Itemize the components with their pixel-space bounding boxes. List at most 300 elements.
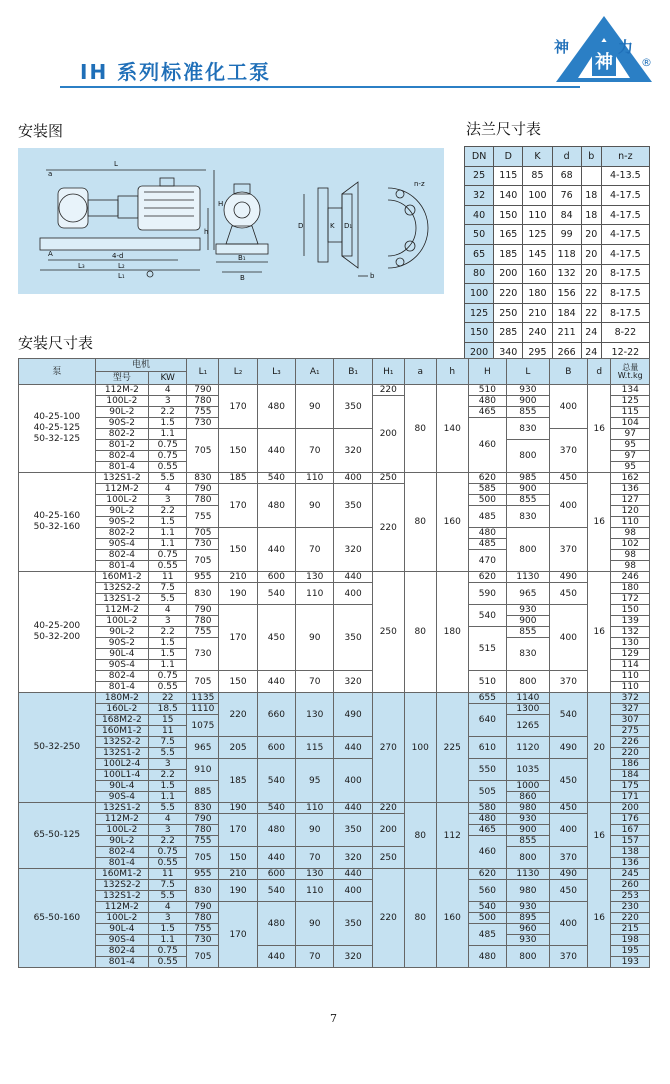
cell-a1: 95 bbox=[296, 759, 334, 803]
cell-l1: 755 bbox=[187, 924, 219, 935]
cell-d: 16 bbox=[588, 869, 611, 968]
weight-cell: 215 bbox=[611, 924, 650, 935]
flange-cell: 180 bbox=[523, 284, 552, 304]
flange-dn-cell: 40 bbox=[465, 205, 494, 225]
cell-l1: 730 bbox=[187, 539, 219, 550]
header-l1: L₁ bbox=[187, 359, 219, 385]
flange-cell: 125 bbox=[523, 225, 552, 245]
motor-model-cell: 160M1-2 bbox=[95, 869, 148, 880]
motor-model-cell: 90S-2 bbox=[95, 418, 148, 429]
motor-model-cell: 132S1-2 bbox=[95, 803, 148, 814]
motor-kw-cell: 1.1 bbox=[149, 429, 187, 440]
motor-model-cell: 802-2 bbox=[95, 429, 148, 440]
flange-dn-cell: 125 bbox=[465, 303, 494, 323]
motor-model-cell: 801-4 bbox=[95, 858, 148, 869]
weight-cell: 220 bbox=[611, 748, 650, 759]
weight-cell: 260 bbox=[611, 880, 650, 891]
motor-kw-cell: 0.75 bbox=[149, 440, 187, 451]
flange-table-heading: 法兰尺寸表 bbox=[466, 120, 542, 138]
weight-cell: 120 bbox=[611, 506, 650, 517]
cell-a1: 90 bbox=[296, 484, 334, 528]
weight-cell: 186 bbox=[611, 759, 650, 770]
cell-l1: 780 bbox=[187, 616, 219, 627]
flange-row bbox=[465, 264, 650, 284]
motor-kw-cell: 4 bbox=[149, 605, 187, 616]
flange-dn-cell: 80 bbox=[465, 264, 494, 284]
motor-kw-cell: 15 bbox=[149, 715, 187, 726]
cell-l3: 600 bbox=[257, 869, 295, 880]
motor-kw-cell: 7.5 bbox=[149, 880, 187, 891]
table-row bbox=[19, 484, 650, 495]
flange-header-cell: DN bbox=[465, 147, 494, 167]
cell-l3: 440 bbox=[257, 946, 295, 968]
cell-b: 450 bbox=[549, 759, 587, 803]
pump-model-cell: 50-32-250 bbox=[19, 693, 96, 803]
motor-kw-cell: 1.5 bbox=[149, 924, 187, 935]
motor-kw-cell: 7.5 bbox=[149, 737, 187, 748]
motor-kw-cell: 0.75 bbox=[149, 550, 187, 561]
flange-dn-cell: 50 bbox=[465, 225, 494, 245]
weight-cell: 253 bbox=[611, 891, 650, 902]
cell-l2: 170 bbox=[219, 814, 257, 847]
motor-kw-cell: 3 bbox=[149, 825, 187, 836]
cell-h1: 200 bbox=[372, 396, 404, 473]
table-row bbox=[19, 759, 650, 770]
motor-model-cell: 112M-2 bbox=[95, 814, 148, 825]
cell-a1: 70 bbox=[296, 946, 334, 968]
cell-l: 800 bbox=[507, 946, 550, 968]
cell-h: 505 bbox=[468, 781, 506, 803]
weight-cell: 246 bbox=[611, 572, 650, 583]
cell-l1: 780 bbox=[187, 913, 219, 924]
cell-b: 370 bbox=[549, 946, 587, 968]
weight-cell: 307 bbox=[611, 715, 650, 726]
cell-b1: 350 bbox=[334, 605, 372, 671]
cell-l: 800 bbox=[507, 440, 550, 473]
cell-l3: 540 bbox=[257, 473, 295, 484]
cell-b1: 350 bbox=[334, 902, 372, 946]
cell-b1: 320 bbox=[334, 847, 372, 869]
motor-model-cell: 132S1-2 bbox=[95, 748, 148, 759]
motor-kw-cell: 3 bbox=[149, 913, 187, 924]
motor-model-cell: 802-2 bbox=[95, 528, 148, 539]
flange-dn-cell: 65 bbox=[465, 244, 494, 264]
weight-cell: 198 bbox=[611, 935, 650, 946]
cell-b: 450 bbox=[549, 803, 587, 814]
header-weight bbox=[611, 359, 650, 385]
cell-b1: 350 bbox=[334, 814, 372, 847]
motor-kw-cell: 0.75 bbox=[149, 847, 187, 858]
flange-cell: 295 bbox=[523, 342, 552, 362]
motor-kw-cell: 2.2 bbox=[149, 407, 187, 418]
weight-cell: 150 bbox=[611, 605, 650, 616]
cell-h: 620 bbox=[468, 869, 506, 880]
motor-kw-cell: 22 bbox=[149, 693, 187, 704]
table-row bbox=[19, 737, 650, 748]
cell-l3: 480 bbox=[257, 385, 295, 429]
flange-row bbox=[465, 205, 650, 225]
page-number: 7 bbox=[330, 1012, 337, 1025]
weight-cell: 130 bbox=[611, 638, 650, 649]
motor-kw-cell: 0.55 bbox=[149, 561, 187, 572]
cell-a: 80 bbox=[404, 803, 436, 869]
header-pump: 泵 bbox=[19, 359, 96, 385]
cell-l: 930 bbox=[507, 605, 550, 616]
cell-d: 16 bbox=[588, 473, 611, 572]
cell-l1: 755 bbox=[187, 407, 219, 418]
weight-cell: 193 bbox=[611, 957, 650, 968]
weight-cell: 97 bbox=[611, 429, 650, 440]
dim-label-B: B bbox=[240, 274, 245, 282]
brand-text-right: 力 bbox=[618, 38, 634, 56]
dim-label-L1: L₁ bbox=[118, 272, 125, 280]
cell-l1: 755 bbox=[187, 506, 219, 528]
flange-cell: 85 bbox=[523, 166, 552, 186]
flange-header-cell: n-z bbox=[601, 147, 649, 167]
header-kw: KW bbox=[149, 372, 187, 385]
cell-l2: 205 bbox=[219, 737, 257, 759]
weight-cell: 129 bbox=[611, 649, 650, 660]
cell-l2: 170 bbox=[219, 605, 257, 671]
cell-l: 1120 bbox=[507, 737, 550, 759]
cell-d: 16 bbox=[588, 803, 611, 869]
flange-cell: 240 bbox=[523, 323, 552, 343]
cell-h: 485 bbox=[468, 924, 506, 946]
cell-l: 855 bbox=[507, 627, 550, 638]
cell-a1: 90 bbox=[296, 385, 334, 429]
cell-a1: 70 bbox=[296, 847, 334, 869]
cell-h: 500 bbox=[468, 495, 506, 506]
motor-model-cell: 112M-2 bbox=[95, 605, 148, 616]
weight-cell: 115 bbox=[611, 407, 650, 418]
motor-kw-cell: 1.5 bbox=[149, 649, 187, 660]
motor-kw-cell: 0.55 bbox=[149, 682, 187, 693]
weight-cell: 167 bbox=[611, 825, 650, 836]
motor-model-cell: 90S-4 bbox=[95, 792, 148, 803]
motor-kw-cell: 1.1 bbox=[149, 792, 187, 803]
motor-kw-cell: 1.5 bbox=[149, 781, 187, 792]
motor-kw-cell: 1.5 bbox=[149, 517, 187, 528]
cell-a1: 130 bbox=[296, 693, 334, 737]
pump-model-cell: 40-25-200 50-32-200 bbox=[19, 572, 96, 693]
weight-cell: 139 bbox=[611, 616, 650, 627]
motor-kw-cell: 2.2 bbox=[149, 506, 187, 517]
pump-side-view bbox=[40, 170, 214, 277]
flange-row bbox=[465, 186, 650, 206]
cell-l3: 600 bbox=[257, 572, 295, 583]
flange-cell: 4-17.5 bbox=[601, 225, 649, 245]
motor-model-cell: 90L-2 bbox=[95, 506, 148, 517]
cell-l: 1130 bbox=[507, 869, 550, 880]
flange-cell bbox=[581, 166, 601, 186]
header-h: h bbox=[436, 359, 468, 385]
cell-h: 580 bbox=[468, 803, 506, 814]
table-row bbox=[19, 803, 650, 814]
table-row bbox=[19, 429, 650, 440]
cell-h: 485 bbox=[468, 539, 506, 550]
cell-b1: 400 bbox=[334, 759, 372, 803]
cell-l1: 755 bbox=[187, 627, 219, 638]
cell-b: 450 bbox=[549, 583, 587, 605]
motor-model-cell: 160M1-2 bbox=[95, 726, 148, 737]
cell-b: 450 bbox=[549, 880, 587, 902]
table-row bbox=[19, 869, 650, 880]
table-row bbox=[19, 946, 650, 957]
dim-label-A1: A bbox=[48, 250, 53, 258]
motor-model-cell: 132S1-2 bbox=[95, 594, 148, 605]
page-title: IH 系列标准化工泵 bbox=[80, 60, 272, 84]
flange-views bbox=[304, 182, 428, 276]
flange-cell: 76 bbox=[552, 186, 581, 206]
motor-model-cell: 132S1-2 bbox=[95, 891, 148, 902]
weight-cell: 180 bbox=[611, 583, 650, 594]
weight-cell: 102 bbox=[611, 539, 650, 550]
cell-l1: 780 bbox=[187, 495, 219, 506]
cell-l: 800 bbox=[507, 528, 550, 572]
dim-label-h: h bbox=[204, 228, 209, 236]
cell-l: 900 bbox=[507, 484, 550, 495]
cell-h: 550 bbox=[468, 759, 506, 781]
motor-kw-cell: 0.55 bbox=[149, 462, 187, 473]
cell-l: 930 bbox=[507, 385, 550, 396]
motor-kw-cell: 4 bbox=[149, 385, 187, 396]
cell-l1: 790 bbox=[187, 605, 219, 616]
cell-h: 460 bbox=[468, 836, 506, 869]
install-size-table-heading: 安装尺寸表 bbox=[18, 334, 94, 352]
motor-kw-cell: 3 bbox=[149, 495, 187, 506]
dim-label-D: D bbox=[298, 222, 304, 230]
cell-l3: 480 bbox=[257, 484, 295, 528]
cell-h: 460 bbox=[468, 418, 506, 473]
cell-l1: 780 bbox=[187, 825, 219, 836]
motor-model-cell: 100L-2 bbox=[95, 825, 148, 836]
weight-cell: 110 bbox=[611, 517, 650, 528]
motor-kw-cell: 0.75 bbox=[149, 451, 187, 462]
flange-row bbox=[465, 323, 650, 343]
flange-cell: 110 bbox=[523, 205, 552, 225]
motor-model-cell: 160M1-2 bbox=[95, 572, 148, 583]
cell-l2: 170 bbox=[219, 385, 257, 429]
cell-b: 490 bbox=[549, 572, 587, 583]
motor-model-cell: 90S-2 bbox=[95, 638, 148, 649]
cell-h: 465 bbox=[468, 825, 506, 836]
motor-model-cell: 802-4 bbox=[95, 671, 148, 682]
dim-label-L2: L₂ bbox=[118, 262, 125, 270]
header-motor: 电机 bbox=[95, 359, 187, 372]
cell-h1: 220 bbox=[372, 484, 404, 572]
cell-l2: 210 bbox=[219, 869, 257, 880]
weight-cell: 132 bbox=[611, 627, 650, 638]
pump-model-cell: 40-25-100 40-25-125 50-32-125 bbox=[19, 385, 96, 473]
weight-cell: 230 bbox=[611, 902, 650, 913]
cell-l1: 730 bbox=[187, 418, 219, 429]
weight-cell: 95 bbox=[611, 462, 650, 473]
motor-model-cell: 132S1-2 bbox=[95, 473, 148, 484]
cell-l: 930 bbox=[507, 814, 550, 825]
cell-l2: 190 bbox=[219, 880, 257, 902]
weight-cell: 372 bbox=[611, 693, 650, 704]
motor-model-cell: 100L1-4 bbox=[95, 770, 148, 781]
cell-b: 450 bbox=[549, 473, 587, 484]
cell-l3: 440 bbox=[257, 847, 295, 869]
cell-l3: 660 bbox=[257, 693, 295, 737]
cell-l1: 790 bbox=[187, 902, 219, 913]
motor-kw-cell: 0.55 bbox=[149, 957, 187, 968]
cell-l3: 450 bbox=[257, 605, 295, 671]
cell-l3: 540 bbox=[257, 880, 295, 902]
flange-cell: 24 bbox=[581, 342, 601, 362]
pump-model-cell: 40-25-160 50-32-160 bbox=[19, 473, 96, 572]
cell-a1: 70 bbox=[296, 528, 334, 572]
cell-l1: 1110 bbox=[187, 704, 219, 715]
weight-cell: 104 bbox=[611, 418, 650, 429]
cell-b: 370 bbox=[549, 429, 587, 473]
flange-dn-cell: 100 bbox=[465, 284, 494, 304]
cell-h: 485 bbox=[468, 506, 506, 528]
weight-cell: 136 bbox=[611, 484, 650, 495]
motor-model-cell: 90S-4 bbox=[95, 660, 148, 671]
dim-label-L: L bbox=[114, 160, 118, 168]
cell-h1: 250 bbox=[372, 572, 404, 693]
cell-l: 1000 bbox=[507, 781, 550, 792]
motor-kw-cell: 3 bbox=[149, 396, 187, 407]
cell-b1: 350 bbox=[334, 385, 372, 429]
flange-cell: 220 bbox=[494, 284, 523, 304]
table-header-row bbox=[19, 359, 650, 372]
weight-cell: 134 bbox=[611, 385, 650, 396]
cell-l2: 190 bbox=[219, 583, 257, 605]
motor-kw-cell: 1.1 bbox=[149, 528, 187, 539]
cell-h: 590 bbox=[468, 583, 506, 605]
cell-b: 370 bbox=[549, 671, 587, 693]
weight-cell: 98 bbox=[611, 550, 650, 561]
weight-cell: 136 bbox=[611, 858, 650, 869]
cell-h: 620 bbox=[468, 572, 506, 583]
cell-l2: 150 bbox=[219, 671, 257, 693]
weight-cell: 195 bbox=[611, 946, 650, 957]
flange-cell: 8-17.5 bbox=[601, 264, 649, 284]
cell-h: 160 bbox=[436, 869, 468, 968]
flange-cell: 24 bbox=[581, 323, 601, 343]
cell-l: 830 bbox=[507, 506, 550, 528]
weight-cell: 162 bbox=[611, 473, 650, 484]
cell-l1: 705 bbox=[187, 847, 219, 869]
cell-l: 930 bbox=[507, 935, 550, 946]
motor-model-cell: 802-4 bbox=[95, 946, 148, 957]
cell-l1: 705 bbox=[187, 429, 219, 473]
motor-kw-cell: 0.75 bbox=[149, 671, 187, 682]
cell-h: 585 bbox=[468, 484, 506, 495]
cell-d: 20 bbox=[588, 693, 611, 803]
svg-text:神: 神 bbox=[595, 52, 613, 73]
cell-l3: 540 bbox=[257, 583, 295, 605]
cell-l: 1140 bbox=[507, 693, 550, 704]
flange-cell: 68 bbox=[552, 166, 581, 186]
flange-cell: 165 bbox=[494, 225, 523, 245]
cell-h: 465 bbox=[468, 407, 506, 418]
motor-model-cell: 802-4 bbox=[95, 847, 148, 858]
header-a1: A₁ bbox=[296, 359, 334, 385]
weight-cell: 327 bbox=[611, 704, 650, 715]
flange-cell: 285 bbox=[494, 323, 523, 343]
cell-l2: 185 bbox=[219, 473, 257, 484]
cell-l2: 150 bbox=[219, 429, 257, 473]
motor-model-cell: 168M2-2 bbox=[95, 715, 148, 726]
cell-h: 480 bbox=[468, 814, 506, 825]
cell-b1: 440 bbox=[334, 572, 372, 583]
header-d: d bbox=[588, 359, 611, 385]
cell-l1: 730 bbox=[187, 935, 219, 946]
table-row bbox=[19, 385, 650, 396]
cell-b1: 320 bbox=[334, 671, 372, 693]
cell-l2: 170 bbox=[219, 484, 257, 528]
motor-kw-cell: 5.5 bbox=[149, 594, 187, 605]
flange-dn-cell: 200 bbox=[465, 342, 494, 362]
cell-b: 490 bbox=[549, 737, 587, 759]
cell-l: 800 bbox=[507, 847, 550, 869]
flange-cell: 18 bbox=[581, 205, 601, 225]
flange-cell: 145 bbox=[523, 244, 552, 264]
flange-cell: 266 bbox=[552, 342, 581, 362]
flange-row bbox=[465, 303, 650, 323]
flange-header-cell: K bbox=[523, 147, 552, 167]
table-row bbox=[19, 605, 650, 616]
motor-kw-cell: 11 bbox=[149, 869, 187, 880]
table-row bbox=[19, 847, 650, 858]
cell-h1: 220 bbox=[372, 385, 404, 396]
motor-model-cell: 802-4 bbox=[95, 451, 148, 462]
cell-l: 930 bbox=[507, 902, 550, 913]
flange-cell: 156 bbox=[552, 284, 581, 304]
header-weight-en: W.t.kg bbox=[617, 370, 643, 380]
flange-cell: 250 bbox=[494, 303, 523, 323]
cell-l: 900 bbox=[507, 825, 550, 836]
cell-h1: 270 bbox=[372, 693, 404, 803]
cell-l: 900 bbox=[507, 616, 550, 627]
cell-l2: 185 bbox=[219, 759, 257, 803]
motor-kw-cell: 4 bbox=[149, 902, 187, 913]
cell-b1: 490 bbox=[334, 693, 372, 737]
cell-l: 1035 bbox=[507, 759, 550, 781]
dim-label-D1: D₁ bbox=[344, 222, 353, 230]
motor-model-cell: 132S2-2 bbox=[95, 737, 148, 748]
cell-h: 540 bbox=[468, 902, 506, 913]
cell-l: 960 bbox=[507, 924, 550, 935]
cell-d: 16 bbox=[588, 385, 611, 473]
motor-kw-cell: 0.55 bbox=[149, 858, 187, 869]
cell-l3: 540 bbox=[257, 759, 295, 803]
cell-l2: 210 bbox=[219, 572, 257, 583]
weight-cell: 275 bbox=[611, 726, 650, 737]
motor-kw-cell: 2.2 bbox=[149, 770, 187, 781]
cell-l1: 830 bbox=[187, 880, 219, 902]
motor-model-cell: 90L-2 bbox=[95, 836, 148, 847]
flange-header-cell: d bbox=[552, 147, 581, 167]
cell-a: 80 bbox=[404, 473, 436, 572]
weight-cell: 184 bbox=[611, 770, 650, 781]
cell-l: 1265 bbox=[507, 715, 550, 737]
flange-cell: 340 bbox=[494, 342, 523, 362]
cell-l2: 190 bbox=[219, 803, 257, 814]
cell-h: 655 bbox=[468, 693, 506, 704]
header-h1: H₁ bbox=[372, 359, 404, 385]
flange-header-cell: b bbox=[581, 147, 601, 167]
cell-l: 895 bbox=[507, 913, 550, 924]
motor-kw-cell: 18.5 bbox=[149, 704, 187, 715]
motor-model-cell: 180M-2 bbox=[95, 693, 148, 704]
flange-dn-cell: 150 bbox=[465, 323, 494, 343]
motor-kw-cell: 7.5 bbox=[149, 583, 187, 594]
